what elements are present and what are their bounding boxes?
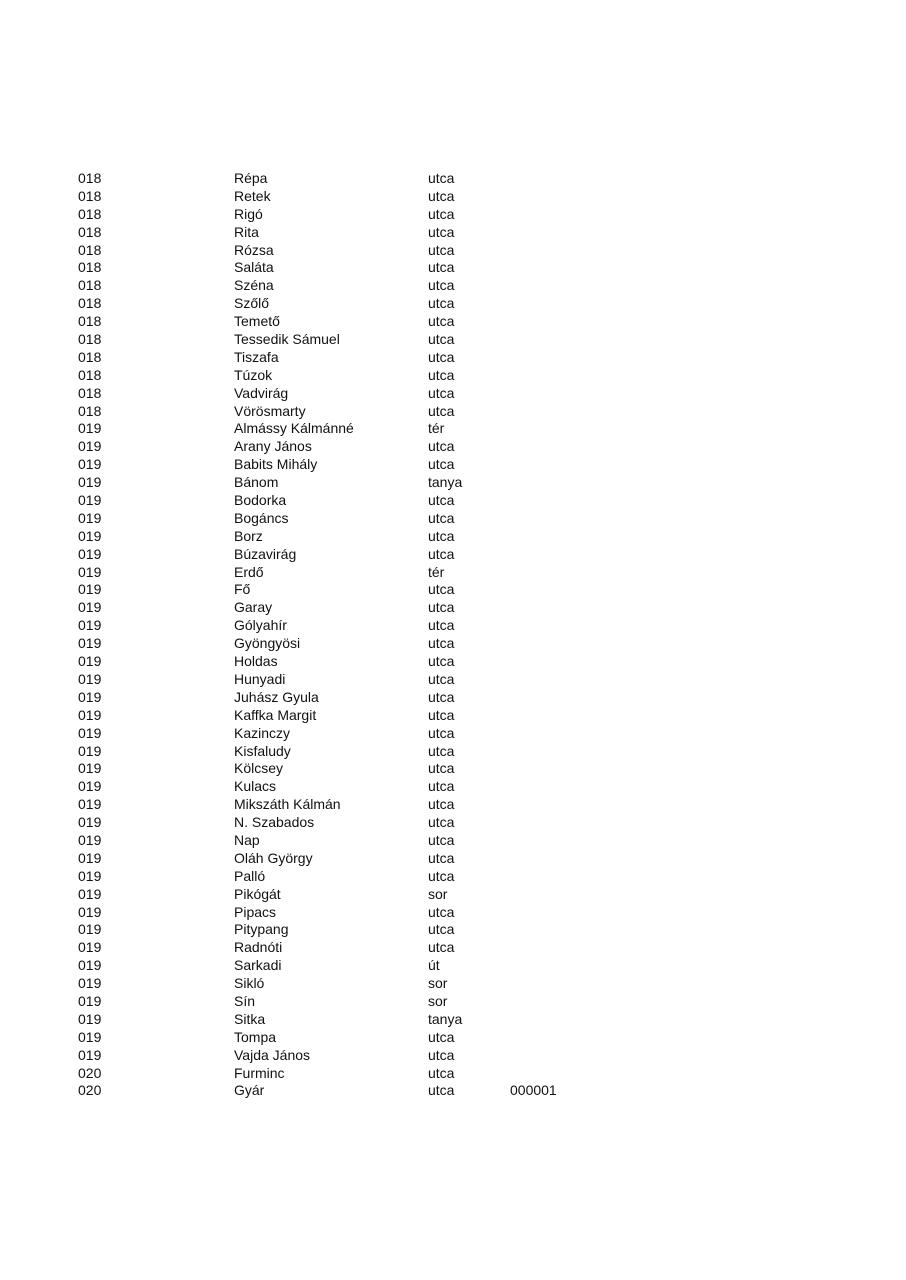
street-name-cell: Oláh György <box>234 849 313 866</box>
street-name-cell: Vörösmarty <box>234 402 306 419</box>
street-name-cell: Juhász Gyula <box>234 688 319 705</box>
district-code-cell: 019 <box>78 814 102 831</box>
district-code-cell: 019 <box>78 885 102 902</box>
district-code-cell: 019 <box>78 599 102 616</box>
street-type-cell: utca <box>428 402 455 419</box>
district-code-cell: 018 <box>78 223 102 240</box>
table-row <box>78 1011 598 1029</box>
table-row <box>78 760 598 778</box>
street-type-cell: utca <box>428 581 455 598</box>
district-code-cell: 019 <box>78 903 102 920</box>
district-code-cell: 019 <box>78 1046 102 1063</box>
district-code-cell: 018 <box>78 384 102 401</box>
street-name-cell: Palló <box>234 867 266 884</box>
street-name-cell: Kulacs <box>234 778 277 795</box>
table-row <box>78 474 598 492</box>
table-row <box>78 510 598 528</box>
district-code-cell: 019 <box>78 563 102 580</box>
district-code-cell: 019 <box>78 492 102 509</box>
street-type-cell: utca <box>428 545 455 562</box>
table-row <box>78 546 598 564</box>
table-row <box>78 1065 598 1083</box>
district-code-cell: 019 <box>78 509 102 526</box>
district-code-cell: 019 <box>78 957 102 974</box>
street-name-cell: Almássy Kálmánné <box>234 420 354 437</box>
street-type-cell: utca <box>428 653 455 670</box>
street-type-cell: utca <box>428 438 455 455</box>
district-code-cell: 019 <box>78 688 102 705</box>
table-row <box>78 725 598 743</box>
table-row <box>78 224 598 242</box>
district-code-cell: 019 <box>78 939 102 956</box>
street-type-cell: utca <box>428 313 455 330</box>
district-code-cell: 018 <box>78 331 102 348</box>
table-row <box>78 635 598 653</box>
street-name-cell: Mikszáth Kálmán <box>234 796 341 813</box>
street-type-cell: utca <box>428 366 455 383</box>
street-name-cell: Szőlő <box>234 295 270 312</box>
street-name-cell: Kölcsey <box>234 760 284 777</box>
street-type-cell: utca <box>428 939 455 956</box>
district-code-cell: 018 <box>78 295 102 312</box>
street-type-cell: utca <box>428 259 455 276</box>
street-type-cell: utca <box>428 384 455 401</box>
table-row <box>78 850 598 868</box>
district-code-cell: 019 <box>78 1028 102 1045</box>
street-type-cell: sor <box>428 885 448 902</box>
street-name-cell: Fő <box>234 581 251 598</box>
table-row <box>78 206 598 224</box>
table-row <box>78 188 598 206</box>
street-type-cell: tanya <box>428 1010 463 1027</box>
table-row <box>78 385 598 403</box>
table-row <box>78 259 598 277</box>
street-name-cell: Bodorka <box>234 492 287 509</box>
table-row <box>78 904 598 922</box>
street-type-cell: utca <box>428 527 455 544</box>
street-type-cell: sor <box>428 975 448 992</box>
table-row <box>78 564 598 582</box>
street-type-cell: utca <box>428 223 455 240</box>
street-name-cell: Tompa <box>234 1028 277 1045</box>
street-name-cell: Répa <box>234 170 268 186</box>
table-row <box>78 581 598 599</box>
street-type-cell: tanya <box>428 474 463 491</box>
street-name-cell: Kaffka Margit <box>234 706 317 723</box>
district-code-cell: 018 <box>78 366 102 383</box>
district-code-cell: 019 <box>78 849 102 866</box>
district-code-cell: 019 <box>78 581 102 598</box>
table-row <box>78 957 598 975</box>
district-code-cell: 019 <box>78 1010 102 1027</box>
table-row <box>78 528 598 546</box>
street-type-cell: utca <box>428 331 455 348</box>
street-name-cell: Pitypang <box>234 921 289 938</box>
street-type-cell: tér <box>428 563 445 580</box>
district-code-cell: 018 <box>78 348 102 365</box>
street-name-cell: Sarkadi <box>234 957 282 974</box>
street-name-cell: Erdő <box>234 563 264 580</box>
street-name-cell: Vadvirág <box>234 384 289 401</box>
table-row <box>78 242 598 260</box>
street-type-cell: utca <box>428 778 455 795</box>
street-type-cell: utca <box>428 688 455 705</box>
street-name-cell: Arany János <box>234 438 312 455</box>
street-name-cell: Gólyahír <box>234 617 287 634</box>
street-name-cell: Nap <box>234 831 260 848</box>
street-name-cell: Sín <box>234 992 256 1009</box>
table-row <box>78 975 598 993</box>
street-name-cell: Furminc <box>234 1064 285 1081</box>
district-code-cell: 018 <box>78 205 102 222</box>
street-name-cell: Pikógát <box>234 885 281 902</box>
street-type-cell: utca <box>428 742 455 759</box>
street-type-cell: utca <box>428 492 455 509</box>
district-code-cell: 019 <box>78 617 102 634</box>
district-code-cell: 019 <box>78 635 102 652</box>
street-type-cell: utca <box>428 849 455 866</box>
street-name-cell: Temető <box>234 313 280 330</box>
table-row <box>78 403 598 421</box>
district-code-cell: 020 <box>78 1082 102 1099</box>
street-type-cell: utca <box>428 170 455 186</box>
street-type-cell: utca <box>428 205 455 222</box>
street-name-cell: Gyár <box>234 1082 265 1099</box>
street-type-cell: utca <box>428 760 455 777</box>
street-type-cell: utca <box>428 670 455 687</box>
table-row <box>78 456 598 474</box>
table-row <box>78 939 598 957</box>
street-name-cell: Retek <box>234 187 271 204</box>
street-type-cell: utca <box>428 867 455 884</box>
district-code-cell: 019 <box>78 831 102 848</box>
street-type-cell: utca <box>428 241 455 258</box>
street-name-cell: Rózsa <box>234 241 274 258</box>
district-code-cell: 019 <box>78 545 102 562</box>
street-name-cell: Búzavirág <box>234 545 297 562</box>
street-name-cell: Hunyadi <box>234 670 286 687</box>
district-code-cell: 019 <box>78 778 102 795</box>
street-type-cell: utca <box>428 1082 455 1099</box>
table-row <box>78 868 598 886</box>
district-code-cell: 020 <box>78 1064 102 1081</box>
street-type-cell: utca <box>428 903 455 920</box>
district-code-cell: 019 <box>78 760 102 777</box>
district-code-cell: 018 <box>78 187 102 204</box>
street-type-cell: utca <box>428 814 455 831</box>
street-type-cell: utca <box>428 617 455 634</box>
table-row <box>78 653 598 671</box>
street-type-cell: utca <box>428 1028 455 1045</box>
street-name-cell: Babits Mihály <box>234 456 318 473</box>
district-code-cell: 019 <box>78 992 102 1009</box>
street-type-cell: utca <box>428 1064 455 1081</box>
table-row <box>78 349 598 367</box>
street-name-cell: Bánom <box>234 474 279 491</box>
table-row <box>78 420 598 438</box>
street-name-cell: Sitka <box>234 1010 266 1027</box>
street-name-cell: Garay <box>234 599 273 616</box>
street-type-cell: utca <box>428 509 455 526</box>
street-name-cell: Bogáncs <box>234 509 289 526</box>
street-name-cell: Kisfaludy <box>234 742 291 759</box>
street-name-cell: Pipacs <box>234 903 277 920</box>
street-type-cell: utca <box>428 1046 455 1063</box>
table-row <box>78 331 598 349</box>
district-code-cell: 018 <box>78 313 102 330</box>
street-type-cell: utca <box>428 277 455 294</box>
table-row <box>78 993 598 1011</box>
table-row <box>78 438 598 456</box>
table-row <box>78 617 598 635</box>
street-type-cell: út <box>428 957 440 974</box>
district-code-cell: 019 <box>78 921 102 938</box>
table-row <box>78 796 598 814</box>
street-type-cell: utca <box>428 295 455 312</box>
street-type-cell: utca <box>428 724 455 741</box>
district-code-cell: 019 <box>78 420 102 437</box>
street-name-cell: Rigó <box>234 205 263 222</box>
district-code-cell: 019 <box>78 653 102 670</box>
district-code-cell: 018 <box>78 170 102 186</box>
street-name-cell: Rita <box>234 223 259 240</box>
street-name-cell: Vajda János <box>234 1046 311 1063</box>
table-row <box>78 367 598 385</box>
street-name-cell: Széna <box>234 277 274 294</box>
street-name-cell: Sikló <box>234 975 265 992</box>
district-code-cell: 019 <box>78 724 102 741</box>
district-code-cell: 019 <box>78 867 102 884</box>
table-row <box>78 1082 598 1100</box>
table-row <box>78 689 598 707</box>
table-row <box>78 921 598 939</box>
table-row <box>78 707 598 725</box>
street-type-cell: utca <box>428 921 455 938</box>
street-type-cell: utca <box>428 348 455 365</box>
street-name-cell: Holdas <box>234 653 278 670</box>
street-name-cell: Saláta <box>234 259 274 276</box>
table-row <box>78 778 598 796</box>
table-row <box>78 814 598 832</box>
table-row <box>78 1029 598 1047</box>
district-code-cell: 019 <box>78 742 102 759</box>
district-code-cell: 019 <box>78 456 102 473</box>
district-code-cell: 019 <box>78 438 102 455</box>
street-list-table <box>78 170 598 1100</box>
street-type-cell: utca <box>428 635 455 652</box>
table-row <box>78 599 598 617</box>
table-row <box>78 492 598 510</box>
district-code-cell: 019 <box>78 670 102 687</box>
table-row <box>78 277 598 295</box>
street-name-cell: Tessedik Sámuel <box>234 331 340 348</box>
district-code-cell: 018 <box>78 402 102 419</box>
extra-code-cell: 000001 <box>510 1082 557 1099</box>
district-code-cell: 018 <box>78 241 102 258</box>
street-name-cell: Radnóti <box>234 939 283 956</box>
table-row <box>78 170 598 188</box>
street-type-cell: utca <box>428 796 455 813</box>
table-row <box>78 832 598 850</box>
street-name-cell: Tiszafa <box>234 348 279 365</box>
table-row <box>78 743 598 761</box>
district-code-cell: 019 <box>78 706 102 723</box>
street-type-cell: utca <box>428 187 455 204</box>
district-code-cell: 018 <box>78 277 102 294</box>
table-row <box>78 886 598 904</box>
street-name-cell: N. Szabados <box>234 814 315 831</box>
street-type-cell: utca <box>428 831 455 848</box>
street-type-cell: sor <box>428 992 448 1009</box>
district-code-cell: 019 <box>78 975 102 992</box>
district-code-cell: 019 <box>78 527 102 544</box>
table-row <box>78 295 598 313</box>
street-type-cell: tér <box>428 420 445 437</box>
street-name-cell: Gyöngyösi <box>234 635 301 652</box>
table-row <box>78 1047 598 1065</box>
district-code-cell: 018 <box>78 259 102 276</box>
district-code-cell: 019 <box>78 474 102 491</box>
street-type-cell: utca <box>428 599 455 616</box>
street-name-cell: Kazinczy <box>234 724 291 741</box>
street-name-cell: Túzok <box>234 366 273 383</box>
street-type-cell: utca <box>428 456 455 473</box>
district-code-cell: 019 <box>78 796 102 813</box>
table-row <box>78 313 598 331</box>
street-type-cell: utca <box>428 706 455 723</box>
street-name-cell: Borz <box>234 527 263 544</box>
table-row <box>78 671 598 689</box>
